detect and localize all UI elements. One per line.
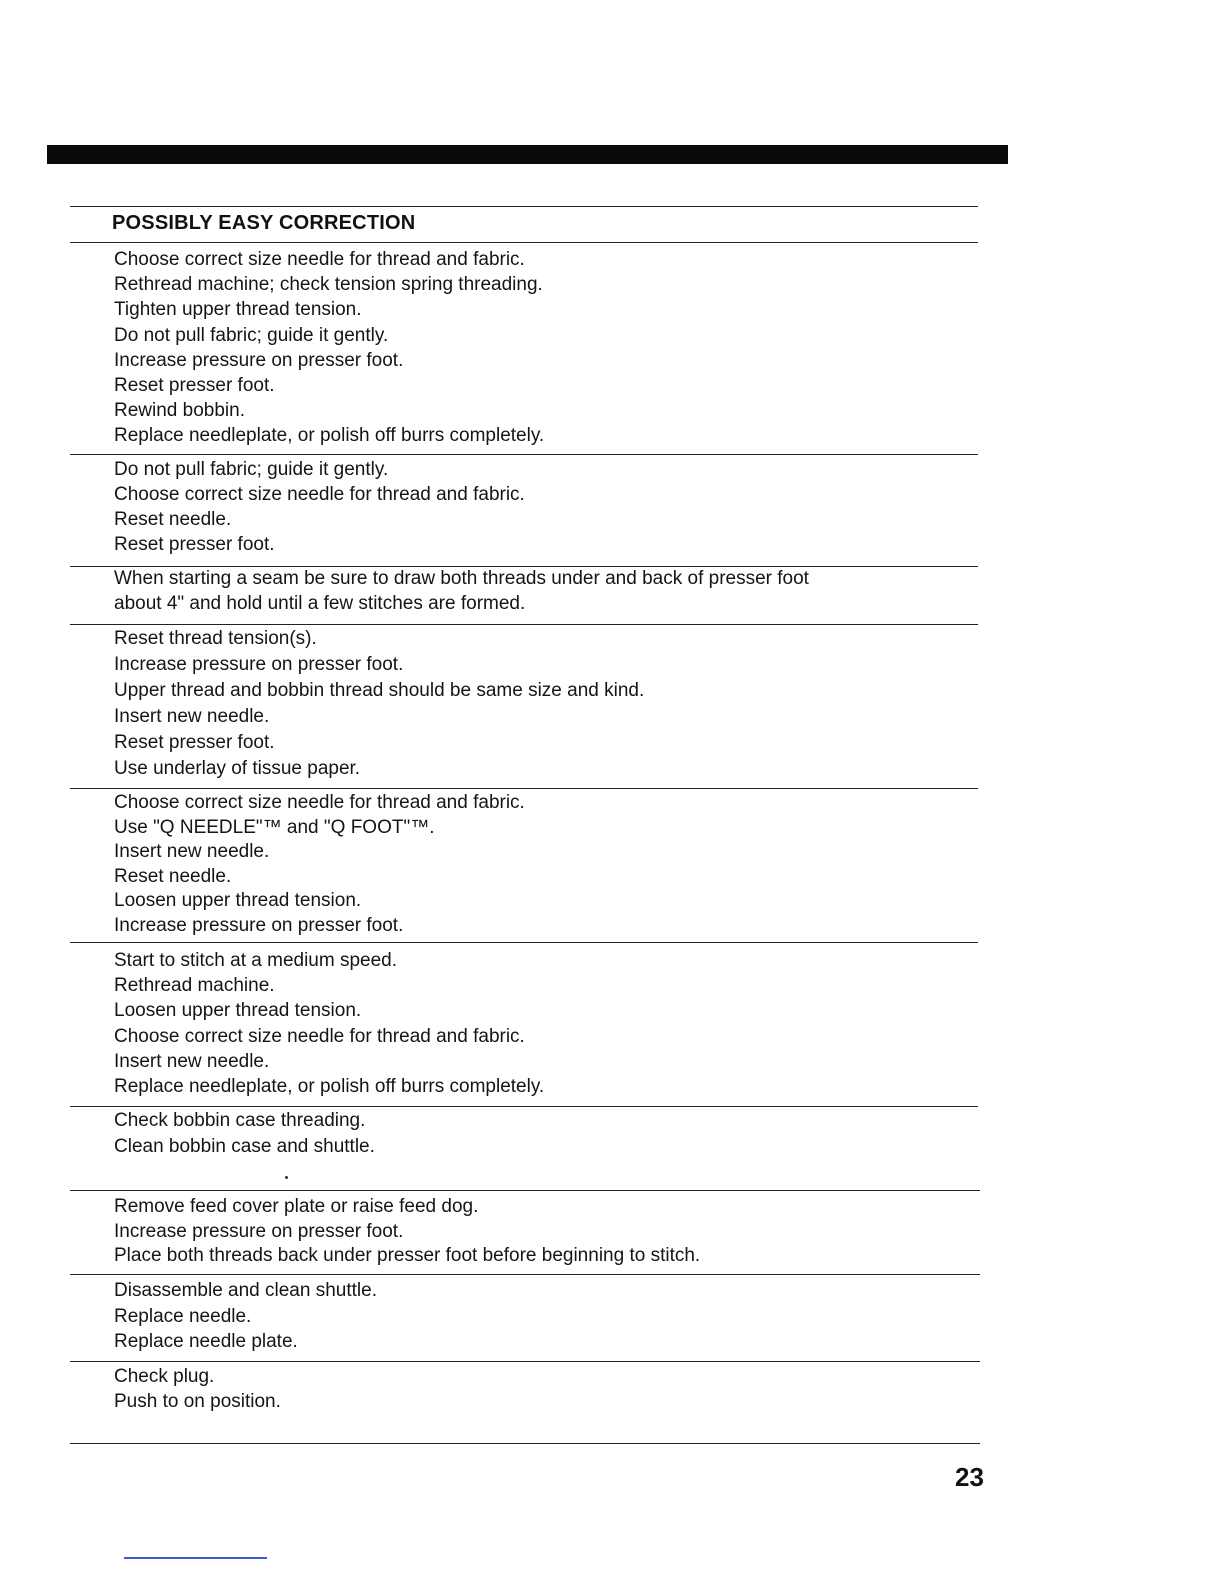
correction-line: Choose correct size needle for thread and fabric.	[114, 484, 525, 505]
correction-line: Remove feed cover plate or raise feed dog.	[114, 1196, 479, 1217]
correction-line: Reset thread tension(s).	[114, 628, 317, 649]
correction-group	[114, 1110, 974, 1162]
correction-line: Place both threads back under presser foot before beginning to stitch.	[114, 1245, 701, 1267]
correction-line: Loosen upper thread tension.	[114, 890, 362, 912]
correction-line: Reset needle.	[114, 509, 232, 530]
correction-group	[114, 249, 974, 451]
correction-line: Insert new needle.	[114, 706, 270, 727]
correction-line: Check plug.	[114, 1366, 215, 1387]
correction-line: Loosen upper thread tension.	[114, 1000, 362, 1022]
row-separator-rule	[70, 624, 978, 625]
correction-group	[114, 459, 974, 559]
row-separator-rule	[70, 1443, 980, 1444]
correction-group	[114, 792, 974, 940]
stray-dot	[285, 1176, 288, 1179]
table-top-rule	[70, 206, 978, 207]
correction-line: Increase pressure on presser foot.	[114, 914, 404, 936]
row-separator-rule	[70, 1190, 980, 1191]
correction-line: Start to stitch at a medium speed.	[114, 950, 398, 971]
correction-line: Reset presser foot.	[114, 534, 275, 555]
correction-line: Upper thread and bobbin thread should be same size and kind.	[114, 680, 645, 701]
row-separator-rule	[70, 454, 978, 455]
correction-line: Replace needleplate, or polish off burrs completely.	[114, 1075, 545, 1097]
correction-line: Choose correct size needle for thread and fabric.	[114, 1025, 525, 1047]
correction-line: Check bobbin case threading.	[114, 1110, 366, 1131]
correction-line: Rethread machine; check tension spring threading.	[114, 274, 543, 296]
row-separator-rule	[70, 1274, 980, 1275]
row-separator-rule	[70, 942, 978, 943]
correction-line: Increase pressure on presser foot.	[114, 1220, 404, 1242]
scan-underline-mark	[124, 1557, 267, 1559]
column-heading: POSSIBLY EASY CORRECTION	[112, 212, 416, 234]
row-separator-rule	[70, 1106, 978, 1107]
page-number: 23	[955, 1462, 984, 1492]
correction-group	[114, 1366, 974, 1416]
correction-line: Rewind bobbin.	[114, 400, 245, 422]
correction-line: Insert new needle.	[114, 841, 270, 863]
row-separator-rule	[70, 566, 978, 567]
correction-line: Tighten upper thread tension.	[114, 299, 362, 321]
correction-line: Reset presser foot.	[114, 732, 275, 753]
correction-line: Use "Q NEEDLE"™ and "Q FOOT"™.	[114, 816, 435, 838]
correction-group	[114, 628, 974, 784]
correction-group	[114, 950, 974, 1101]
correction-line: Reset needle.	[114, 865, 232, 887]
correction-group	[114, 1196, 974, 1270]
correction-line: Do not pull fabric; guide it gently.	[114, 324, 389, 346]
correction-line: Push to on position.	[114, 1391, 281, 1412]
correction-line: Increase pressure on presser foot.	[114, 654, 404, 675]
row-separator-rule	[70, 788, 978, 789]
correction-group	[114, 568, 974, 618]
correction-group	[114, 1280, 974, 1357]
correction-line: Disassemble and clean shuttle.	[114, 1280, 377, 1301]
correction-line: Do not pull fabric; guide it gently.	[114, 459, 389, 480]
top-header-bar	[47, 145, 1008, 164]
correction-line: Choose correct size needle for thread and fabric.	[114, 792, 525, 813]
correction-line: Use underlay of tissue paper.	[114, 758, 361, 779]
heading-bottom-rule	[70, 242, 978, 243]
correction-line: Reset presser foot.	[114, 374, 275, 396]
correction-line: Choose correct size needle for thread and fabric.	[114, 249, 525, 270]
correction-line: Replace needle plate.	[114, 1331, 298, 1352]
correction-line: Replace needleplate, or polish off burrs completely.	[114, 425, 545, 447]
correction-line: Insert new needle.	[114, 1050, 270, 1072]
correction-line: about 4" and hold until a few stitches are formed.	[114, 593, 526, 614]
row-separator-rule	[70, 1361, 980, 1362]
correction-line: When starting a seam be sure to draw both threads under and back of presser foot	[114, 568, 809, 589]
correction-line: Increase pressure on presser foot.	[114, 349, 404, 371]
correction-line: Clean bobbin case and shuttle.	[114, 1136, 375, 1157]
correction-line: Replace needle.	[114, 1305, 252, 1327]
correction-line: Rethread machine.	[114, 975, 275, 997]
